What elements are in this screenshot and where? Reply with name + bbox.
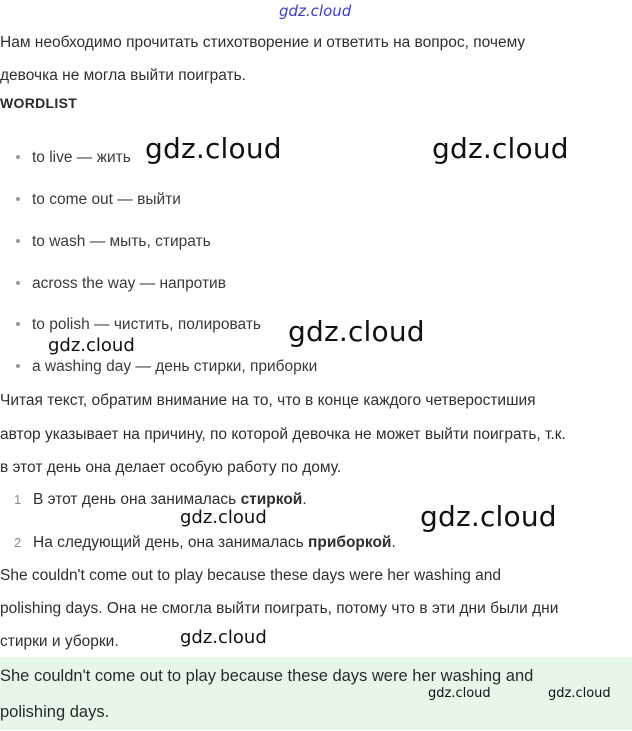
bullet-icon: [16, 322, 20, 326]
watermark: gdz.cloud: [420, 500, 557, 533]
answer-line-2: polishing days.: [0, 703, 110, 721]
intro-line-2: девочка не могла выйти поиграть.: [0, 67, 246, 84]
item-text-end: .: [391, 534, 396, 551]
list-item: [16, 149, 131, 167]
watermark: gdz.cloud: [180, 507, 267, 528]
intro-line-1: Нам необходимо прочитать стихотворение и ответить на вопрос, почему: [0, 34, 526, 51]
wordlist-heading: WORDLIST: [0, 95, 78, 111]
item-number: 1: [14, 492, 22, 507]
watermark: gdz.cloud: [288, 315, 425, 348]
translation-line-3: стирки и уборки.: [0, 633, 119, 650]
numbered-item: [14, 534, 396, 552]
list-item: [16, 191, 181, 209]
list-item-text: to live — жить: [32, 149, 131, 166]
bullet-icon: [16, 155, 20, 159]
item-number: 2: [14, 535, 22, 550]
explanation-line-1: Читая текст, обратим внимание на то, что в конце каждого четверостишия: [0, 392, 536, 409]
watermark: gdz.cloud: [48, 335, 135, 356]
watermark: gdz.cloud: [432, 132, 569, 165]
watermark-top: gdz.cloud: [279, 2, 352, 20]
list-item-text: across the way — напротив: [32, 275, 226, 292]
explanation-line-3: в этот день она делает особую работу по дому.: [0, 459, 342, 476]
watermark: gdz.cloud: [180, 627, 267, 648]
item-text-end: .: [302, 491, 307, 508]
bullet-icon: [16, 239, 20, 243]
translation-line-1: She couldn't come out to play because these days were her washing and: [0, 567, 501, 584]
explanation-line-2: автор указывает на причину, по которой девочка не может выйти поиграть, т.к.: [0, 426, 566, 443]
list-item: [16, 275, 226, 293]
translation-line-2: polishing days. Она не смогла выйти поиграть, потому что в эти дни были дни: [0, 600, 559, 617]
list-item-text: to come out — выйти: [32, 191, 181, 208]
item-text: В этот день она занималась: [33, 491, 241, 508]
list-item-text: to polish — чистить, полировать: [32, 316, 262, 333]
list-item: [16, 316, 261, 334]
item-bold-text: приборкой: [308, 534, 392, 551]
answer-line-1: She couldn't come out to play because these days were her washing and: [0, 667, 534, 685]
list-item: [16, 358, 317, 376]
item-text: На следующий день, она занималась: [33, 534, 309, 551]
bullet-icon: [16, 364, 20, 368]
watermark: gdz.cloud: [428, 686, 491, 701]
list-item-text: to wash — мыть, стирать: [32, 233, 211, 250]
bullet-icon: [16, 281, 20, 285]
item-bold-text: стиркой: [240, 491, 303, 508]
watermark: gdz.cloud: [145, 132, 282, 165]
watermark: gdz.cloud: [548, 686, 611, 701]
list-item: [16, 233, 211, 251]
list-item-text: a washing day — день стирки, приборки: [32, 358, 318, 375]
bullet-icon: [16, 197, 20, 201]
